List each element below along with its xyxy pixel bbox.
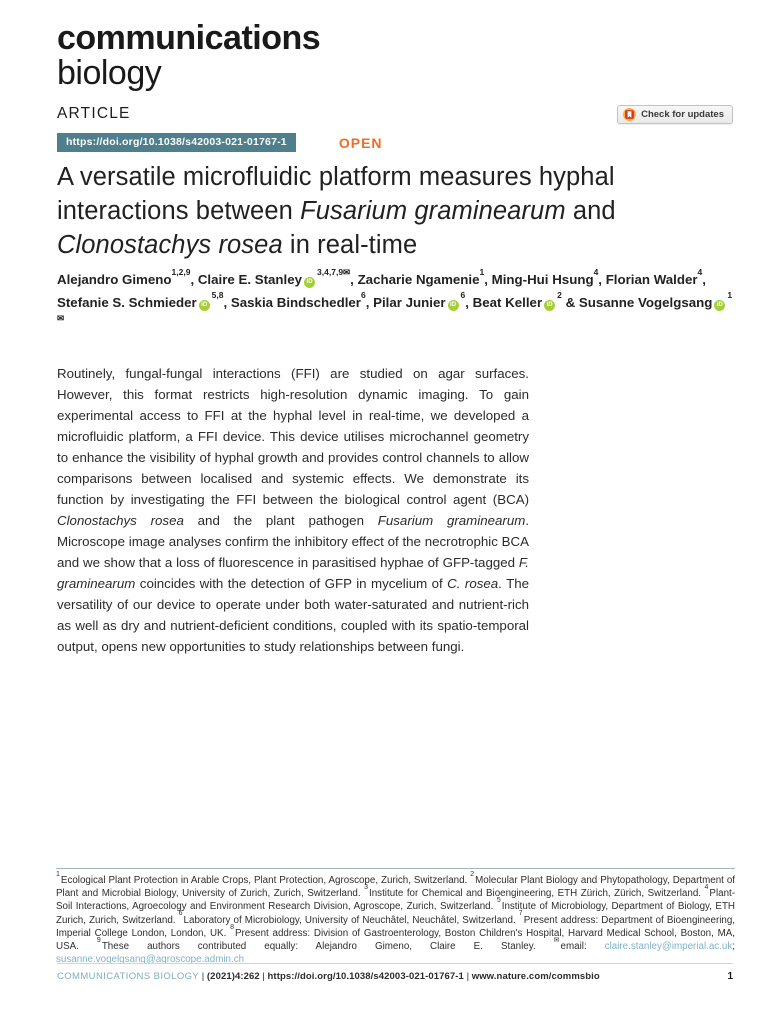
title-text: and (565, 197, 616, 225)
footer-citation: (2021)4:262 (206, 971, 260, 982)
author-separator: , (365, 295, 374, 310)
orcid-icon[interactable]: iD (448, 300, 459, 311)
doi-badge-link[interactable]: https://doi.org/10.1038/s42003-021-01767-1 (57, 133, 296, 152)
footnote-text: Plant-Soil Interactions, Agroecology and Environment Research Division, Agroscope, Zurich, Switzerland. (56, 888, 736, 913)
doi-row (57, 133, 383, 152)
author-affiliation-sup: 3,4,7,9✉ (317, 266, 351, 277)
page-number: 1 (727, 971, 733, 982)
title-text: A versatile microfluidic platform measures hyphal interactions between (57, 163, 615, 225)
footer-site: www.nature.com/commsbio (471, 971, 600, 982)
journal-logo-line1: communications (57, 19, 321, 57)
author-affiliation-sup: 1,2,9 (171, 266, 191, 277)
footnote-text: Molecular Plant Biology and Phytopathology, Department of Plant and Microbial Biology, University of Zurich, Zurich, Switzerland. (56, 875, 736, 900)
author-affiliation-sup: 6 (360, 289, 366, 300)
crossmark-icon (623, 108, 636, 121)
abstract-segment: Routinely, fungal-fungal interactions (FFI) are studied on agar surfaces. However, this format restricts high-resolution dynamic imaging. To gain experimental access to FFI at the hyphal level in real-time, we developed a microfluidic platform, a FFI device. This device utilises microchannel geometry to enhance the visibility of hyphal growth and provides control channels to allow comparisons between localised and systemic effects. We demonstrate its function by investigating the FFI between the biological control agent (BCA) (57, 366, 529, 507)
footnote-text: Ecological Plant Protection in Arable Crops, Plant Protection, Agroscope, Zurich, Switzerland. (60, 875, 471, 886)
affiliations-footnote (56, 868, 735, 966)
journal-logo (57, 20, 320, 90)
footer-doi: https://doi.org/10.1038/s42003-021-01767-1 (267, 971, 464, 982)
species-name-italic: Clonostachys rosea (57, 513, 184, 528)
footnote-sup: 5 (496, 897, 501, 905)
author-name[interactable]: Claire E. Stanley (197, 272, 303, 287)
abstract-segment: and the plant pathogen (183, 513, 378, 528)
author-affiliation-sup: 4 (593, 266, 599, 277)
author-separator: , (702, 272, 706, 287)
author-separator: , (465, 295, 473, 310)
author-affiliation-sup: 1✉ (57, 289, 733, 323)
species-name-italic: C. rosea (447, 576, 499, 591)
species-name-italic: Fusarium graminearum (377, 513, 526, 528)
species-name-italic: F. graminearum (57, 555, 529, 591)
footnote-text: Laboratory of Microbiology, University of Neuchâtel, Neuchâtel, Switzerland. (183, 914, 519, 926)
footnote-sup: 4 (704, 883, 709, 891)
footer-journal-name: COMMUNICATIONS BIOLOGY (57, 971, 200, 982)
abstract-segment: coincides with the detection of GFP in mycelium of (135, 576, 448, 591)
orcid-icon[interactable]: iD (714, 300, 725, 311)
footnote-sup: 6 (178, 910, 183, 918)
footnote-sup: 8 (230, 923, 234, 931)
author-name[interactable]: Susanne Vogelgsang (578, 295, 713, 310)
author-name[interactable]: Saskia Bindschedler (230, 295, 361, 310)
species-name-italic: Fusarium graminearum (300, 197, 566, 225)
author-name[interactable]: Ming-Hui Hsung (491, 272, 594, 287)
orcid-icon[interactable]: iD (544, 300, 555, 311)
author-separator: , (350, 272, 358, 287)
envelope-icon: ✉ (553, 936, 560, 944)
author-affiliation-sup: 4 (697, 266, 703, 277)
footer-separator: | (199, 971, 207, 982)
author-name[interactable]: Florian Walder (605, 272, 698, 287)
footnote-sup: 9 (96, 936, 101, 944)
footer-separator: | (259, 971, 268, 982)
email-label: email: (560, 941, 605, 953)
author-separator: , (223, 295, 231, 310)
author-name[interactable]: Stefanie S. Schmieder (57, 295, 197, 310)
orcid-icon[interactable]: iD (199, 300, 210, 311)
footnote-text: Institute of Microbiology, Department of Biology, ETH Zurich, Zurich, Switzerland. (56, 901, 735, 926)
author-list (57, 268, 739, 337)
author-name[interactable]: Alejandro Gimeno (57, 272, 172, 287)
check-for-updates-label: Check for updates (641, 109, 724, 120)
author-name[interactable]: Zacharie Ngamenie (357, 272, 480, 287)
email-link[interactable]: claire.stanley@imperial.ac.uk (604, 941, 733, 953)
footnote-sup: 1 (56, 870, 60, 878)
footer-separator: | (463, 971, 472, 982)
email-separator: ; (732, 941, 735, 953)
page-title (57, 160, 722, 262)
author-name[interactable]: Beat Keller (472, 295, 543, 310)
author-affiliation-sup: 5,8 (211, 289, 224, 300)
author-affiliation-sup: 6 (460, 289, 466, 300)
page-footer (57, 963, 733, 982)
journal-logo-line2: biology (57, 54, 162, 92)
footnote-text: Institute for Chemical and Bioengineering, ETH Zürich, Zürich, Switzerland. (369, 888, 705, 900)
footnote-sup: 2 (470, 870, 475, 878)
species-name-italic: Clonostachys rosea (57, 231, 283, 259)
abstract-text (57, 363, 529, 657)
author-name[interactable]: Pilar Junier (373, 295, 446, 310)
abstract-segment: . The versatility of our device to operate under both water-saturated and nutrient-rich as well as dry and nutrient-deficient conditions, coupled with its spatio-temporal output, opens new opportunities to study relationships between fungi. (57, 576, 529, 654)
article-type-label: ARTICLE (57, 105, 131, 122)
footnote-text: Present address: Department of Bioengineering, Imperial College London, London, UK. (56, 914, 735, 939)
title-text: in real-time (282, 231, 418, 259)
author-affiliation-sup: 1 (479, 266, 485, 277)
footnote-text: These authors contributed equally: Alejandro Gimeno, Claire E. Stanley. (101, 941, 554, 953)
footnote-sup: 3 (364, 883, 368, 891)
author-separator: , (190, 272, 198, 287)
open-access-label: OPEN (338, 134, 383, 151)
footnote-sup: 7 (518, 910, 523, 918)
author-separator: , (484, 272, 492, 287)
footnote-text: Present address: Division of Gastroenterology, Boston Children's Hospital, Harvard Medical School, Boston, MA, USA. (56, 927, 736, 953)
article-header-row (57, 105, 733, 124)
author-affiliation-sup: 2 (557, 289, 562, 300)
author-separator: & (561, 295, 579, 310)
check-for-updates-button[interactable] (617, 105, 733, 124)
author-separator: , (598, 272, 606, 287)
email-link[interactable]: susanne.vogelgsang@agroscope.admin.ch (56, 954, 245, 966)
abstract-segment: . Microscope image analyses confirm the inhibitory effect of the necrotrophic BCA and we show that a loss of fluorescence in parasitised hyphae of GFP-tagged (57, 513, 530, 570)
orcid-icon[interactable]: iD (304, 277, 315, 288)
